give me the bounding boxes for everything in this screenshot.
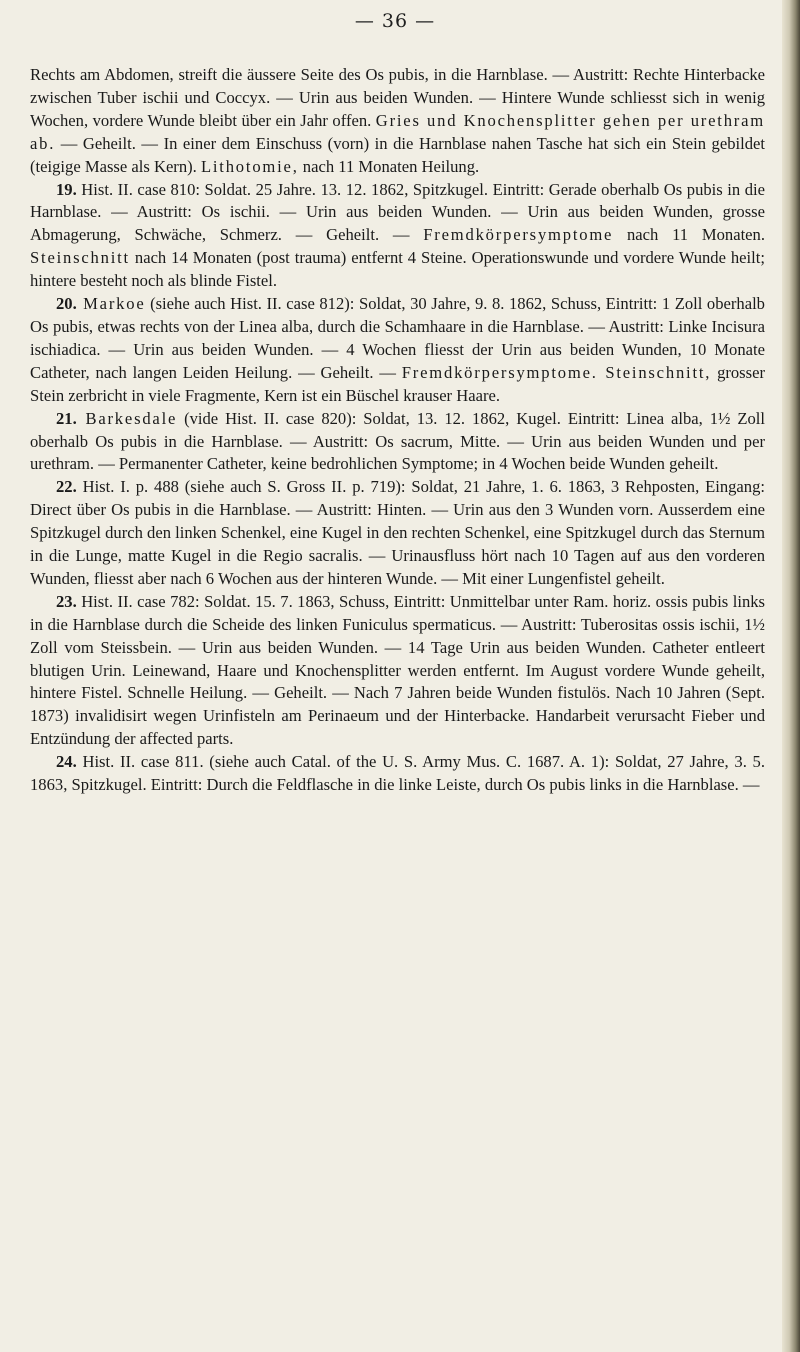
case-24 <box>30 751 765 797</box>
case-number: 21. <box>56 408 77 428</box>
spaced-emphasis: Steinschnitt <box>30 248 130 268</box>
case-number: 20. <box>56 294 77 314</box>
case-19 <box>30 179 765 294</box>
case-22 <box>30 476 765 591</box>
author-name: Barkesdale <box>76 408 178 428</box>
binding-edge <box>782 0 800 1352</box>
text-run: nach 14 Monaten (post trauma) entfernt 4 Steine. Operationswunde und vordere Wunde heilt; hintere besteht noch als blinde Fistel. <box>30 248 765 291</box>
paragraph-continuation <box>30 64 765 179</box>
case-number: 23. <box>56 591 77 611</box>
text-run: Hist. II. case 810: Soldat. 25 Jahre. 13. 12. 1862, Spitzkugel. Eintritt: Gerade oberhalb Os pubis in die Harnblase. — Austritt: Os ischii. — Urin aus beiden Wunden. — Urin aus beiden Wunden, grosse Abmagerung, Schwäche, Schmerz. — Geheilt. — <box>30 179 765 245</box>
text-run: (siehe auch Hist. II. case 812): Soldat, 30 Jahre, 9. 8. 1862, Schuss, Eintritt: 1 Zoll oberhalb Os pubis, etwas rechts von der Linea alba, durch die Schamhaare in die Harnblase. — Austritt: Linke Incisura ischiadica. — Urin aus beiden Wunden. — 4 Wochen fliesst der Urin aus beiden Wunden, 10 Monate Catheter, nach langen Leiden Heilung. — Geheilt. — <box>30 294 765 382</box>
spaced-emphasis: Gries und Knochensplitter gehen per urethram ab. <box>30 110 766 153</box>
text-run: Rechts am Abdomen, streift die äussere Seite des Os pubis, in die Harnblase. — Austritt: Rechte Hinterbacke zwischen Tuber ischii und Coccyx. — Urin aus beiden Wunden. — Hintere Wunde schliesst sich in wenig Wochen, vordere Wunde bleibt über ein Jahr offen. <box>30 65 765 130</box>
text-run: (vide Hist. II. case 820): Soldat, 13. 12. 1862, Kugel. Eintritt: Linea alba, 1½ Zoll oberhalb Os pubis in die Harnblase. — Austritt: Os sacrum, Mitte. — Urin aus beiden Wunden und per urethram. — Permanenter Catheter, keine bedrohlichen Symptome; in 4 Wochen beide Wunden geheilt. <box>30 408 765 474</box>
case-number: 19. <box>56 179 77 199</box>
case-number: 22. <box>56 477 77 497</box>
case-20 <box>30 293 765 408</box>
case-23 <box>30 591 765 751</box>
case-number: 24. <box>56 752 77 772</box>
spaced-emphasis: Lithotomie, <box>200 156 299 176</box>
spaced-emphasis: Fremdkörpersymptome. Steinschnitt, <box>401 362 712 382</box>
spaced-emphasis: Fremdkörpersymptome <box>423 225 614 245</box>
page-number: — 36 — <box>354 10 436 32</box>
case-21 <box>30 408 765 477</box>
text-run: Hist. I. p. 488 (siehe auch S. Gross II. p. 719): Soldat, 21 Jahre, 1. 6. 1863, 3 Rehposten, Eingang: Direct über Os pubis in die Harnblase. — Austritt: Hinten. — Urin aus den 3 Wunden vorn. Ausserdem eine Spitzkugel durch den linken Schenkel, eine Kugel in den rechten Schenkel, eine Spitzkugel durch das Sternum in die Lunge, matte Kugel in die Regio sacralis. — Urinausfluss hört nach 10 Tagen auf aus den vorderen Wunden, fliesst aber nach 6 Wochen aus der hinteren Wunde. — Mit einer Lungenfistel geheilt. <box>30 477 765 588</box>
text-run: nach 11 Monaten Heilung. <box>298 156 480 176</box>
text-run: grosser Stein zerbricht in viele Fragmente, Kern ist ein Büschel krauser Haare. <box>30 362 765 405</box>
author-name: Markoe <box>76 294 146 314</box>
text-run: nach 11 Monaten. <box>613 225 765 245</box>
text-run: Hist. II. case 811. (siehe auch Catal. of the U. S. Army Mus. C. 1687. A. 1): Soldat, 27 Jahre, 3. 5. 1863, Spitzkugel. Eintritt: Durch die Feldflasche in die linke Leiste, durch Os pubis links in die Harnblase. — <box>30 752 765 795</box>
body-text <box>30 64 765 797</box>
text-run: Hist. II. case 782: Soldat. 15. 7. 1863, Schuss, Eintritt: Unmittelbar unter Ram. horiz. ossis pubis links in die Harnblase durch die Scheide des linken Funiculus spermaticus. — Austritt: Tuberositas ossis ischii, 1½ Zoll vom Steissbein. — Urin aus beiden Wunden. — 14 Tage Urin aus beiden Wunden. Catheter entleert blutigen Urin. Leinewand, Haare und Knochensplitter werden entfernt. Im August vordere Wunde geheilt, hintere Fistel. Schnelle Heilung. — Geheilt. — Nach 7 Jahren beide Wunden fistulös. Nach 10 Jahren (Sept. 1873) invalidisirt wegen Urinfisteln am Perinaeum und der Hinterbacke. Handarbeit verursacht Fieber und Entzündung der affected parts. <box>30 591 765 749</box>
text-run: — Geheilt. — In einer dem Einschuss (vorn) in die Harnblase nahen Tasche hat sich ein Stein gebildet (teigige Masse als Kern). <box>30 133 765 176</box>
